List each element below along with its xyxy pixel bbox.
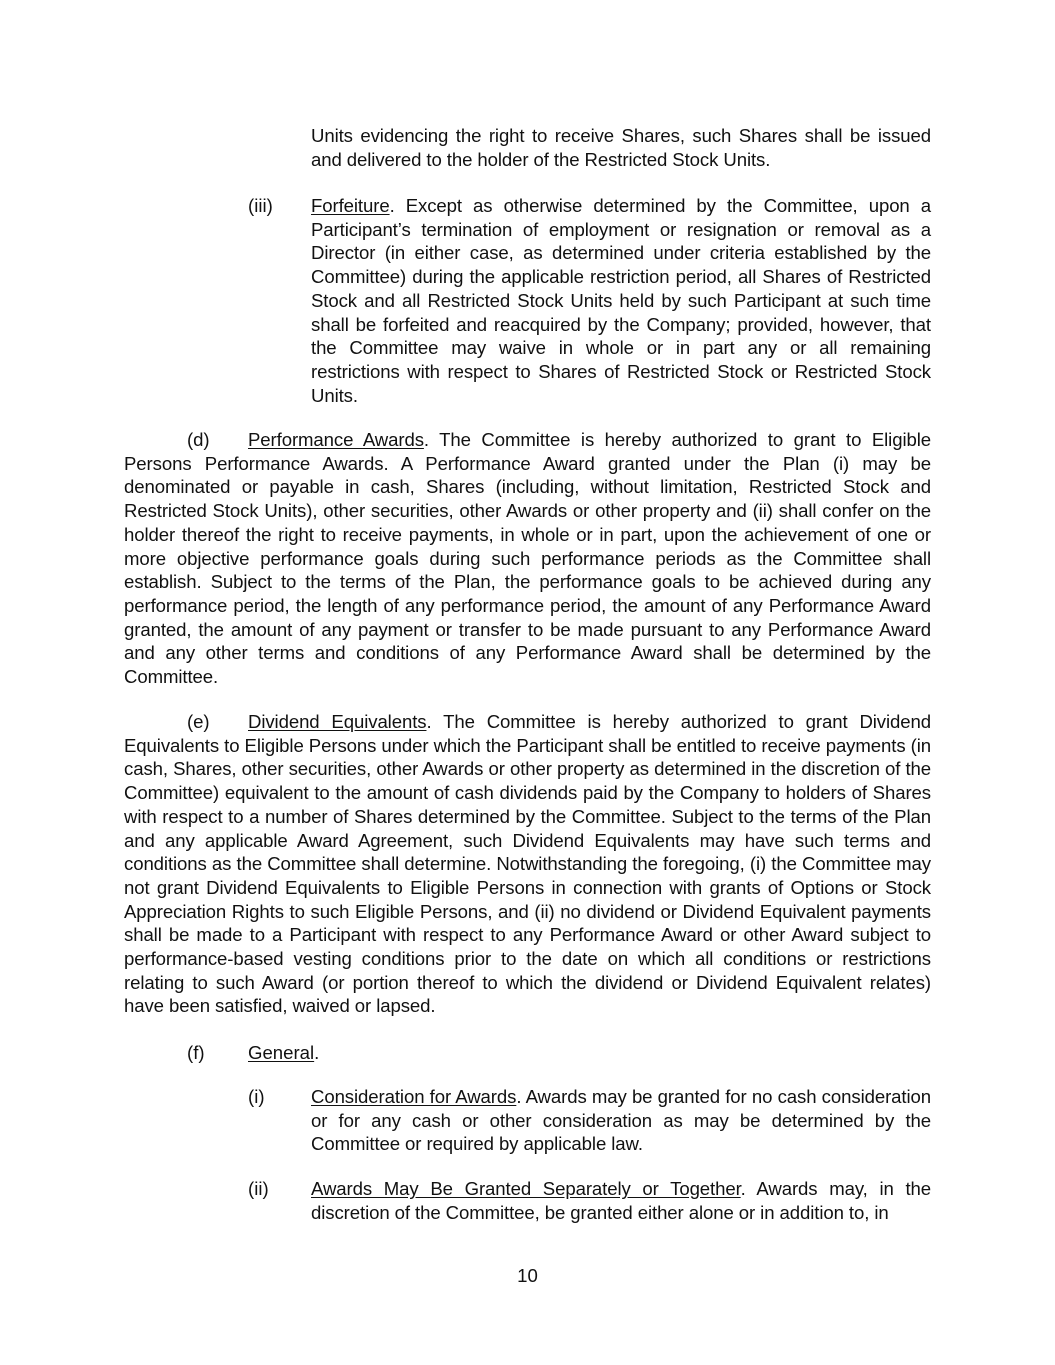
continuation-text: Units evidencing the right to receive Shares, such Shares shall be issued and delivered to the holder of the Restricted Stock Units. bbox=[311, 125, 931, 170]
page-number: 10 bbox=[517, 1265, 538, 1286]
forfeiture-text: . Except as otherwise determined by the Committee, upon a Participant’s termination of employment or resignation or removal as a Director (in either case, as determined under criteria established by the Committee) during the applicable restriction period, all Shares of Restricted Stock and all Restricted Stock Units held by such Participant at such time shall be forfeited and reacquired by the Company; provided, however, that the Committee may waive in whole or in part any or all remaining restrictions with respect to Shares of Restricted Stock or Restricted Stock Units. bbox=[311, 195, 931, 406]
separately-text: . Awards may, in the discretion of the Committee, be granted either alone or in addition to, in bbox=[311, 1178, 931, 1223]
consideration-marker: (i) bbox=[248, 1086, 265, 1107]
separately-heading: Awards May Be Granted Separately or Together bbox=[311, 1178, 741, 1199]
dividend-equivalents-heading: Dividend Equivalents bbox=[248, 711, 427, 732]
continuation-paragraph bbox=[311, 124, 931, 171]
separately-marker: (ii) bbox=[248, 1178, 269, 1199]
consideration-text: . Awards may be granted for no cash consideration or for any cash or other consideration as may be determined by the Committee or required by applicable law. bbox=[311, 1086, 931, 1155]
performance-awards-marker: (d) bbox=[187, 429, 210, 450]
general-heading: General bbox=[248, 1042, 315, 1063]
performance-awards-text: . The Committee is hereby authorized to grant to Eligible Persons Performance Awards. A Performance Award granted under the Plan (i) may be denominated or payable in cash, Shares (including, without limitation, Restricted Stock and Restricted Stock Units), other securities, other Awards or other property and (ii) shall confer on the holder thereof the right to receive payments, in whole or in part, upon the achievement of one or more objective performance goals during such performance periods as the Committee shall establish. Subject to the terms of the Plan, the performance goals to be achieved during any performance period, the length of any performance period, the amount of any Performance Award granted, the amount of any payment or transfer to be made pursuant to any Performance Award and any other terms and conditions of any Performance Award shall be determined by the Committee. bbox=[124, 429, 931, 688]
separately-paragraph bbox=[311, 1177, 931, 1224]
forfeiture-heading: Forfeiture bbox=[311, 195, 390, 216]
general-marker: (f) bbox=[187, 1042, 205, 1063]
dividend-equivalents-text: . The Committee is hereby authorized to grant Dividend Equivalents to Eligible Persons under which the Participant shall be entitled to receive payments (in cash, Shares, other securities, other Awards or other property as determined in the discretion of the Committee) equivalent to the amount of cash dividends paid by the Company to holders of Shares with respect to a number of Shares determined by the Committee. Subject to the terms of the Plan and any applicable Award Agreement, such Dividend Equivalents may have such terms and conditions as the Committee shall determine. Notwithstanding the foregoing, (i) the Committee may not grant Dividend Equivalents to Eligible Persons in connection with grants of Options or Stock Appreciation Rights to such Eligible Persons, and (ii) no dividend or Dividend Equivalent payments shall be made to a Participant with respect to any Performance Award or other Award subject to performance-based vesting conditions prior to the date on which all conditions or restrictions relating to such Award (or portion thereof to which the dividend or Dividend Equivalent relates) have been satisfied, waived or lapsed. bbox=[124, 711, 931, 1017]
consideration-heading: Consideration for Awards bbox=[311, 1086, 517, 1107]
general-punct: . bbox=[314, 1042, 320, 1063]
performance-awards-heading: Performance Awards bbox=[248, 429, 424, 450]
dividend-equivalents-paragraph bbox=[124, 710, 931, 1018]
consideration-paragraph bbox=[311, 1085, 931, 1156]
general-heading-line bbox=[248, 1041, 319, 1065]
performance-awards-paragraph bbox=[124, 428, 931, 689]
forfeiture-paragraph bbox=[311, 194, 931, 407]
dividend-equivalents-marker: (e) bbox=[187, 711, 210, 732]
forfeiture-marker: (iii) bbox=[248, 195, 273, 216]
